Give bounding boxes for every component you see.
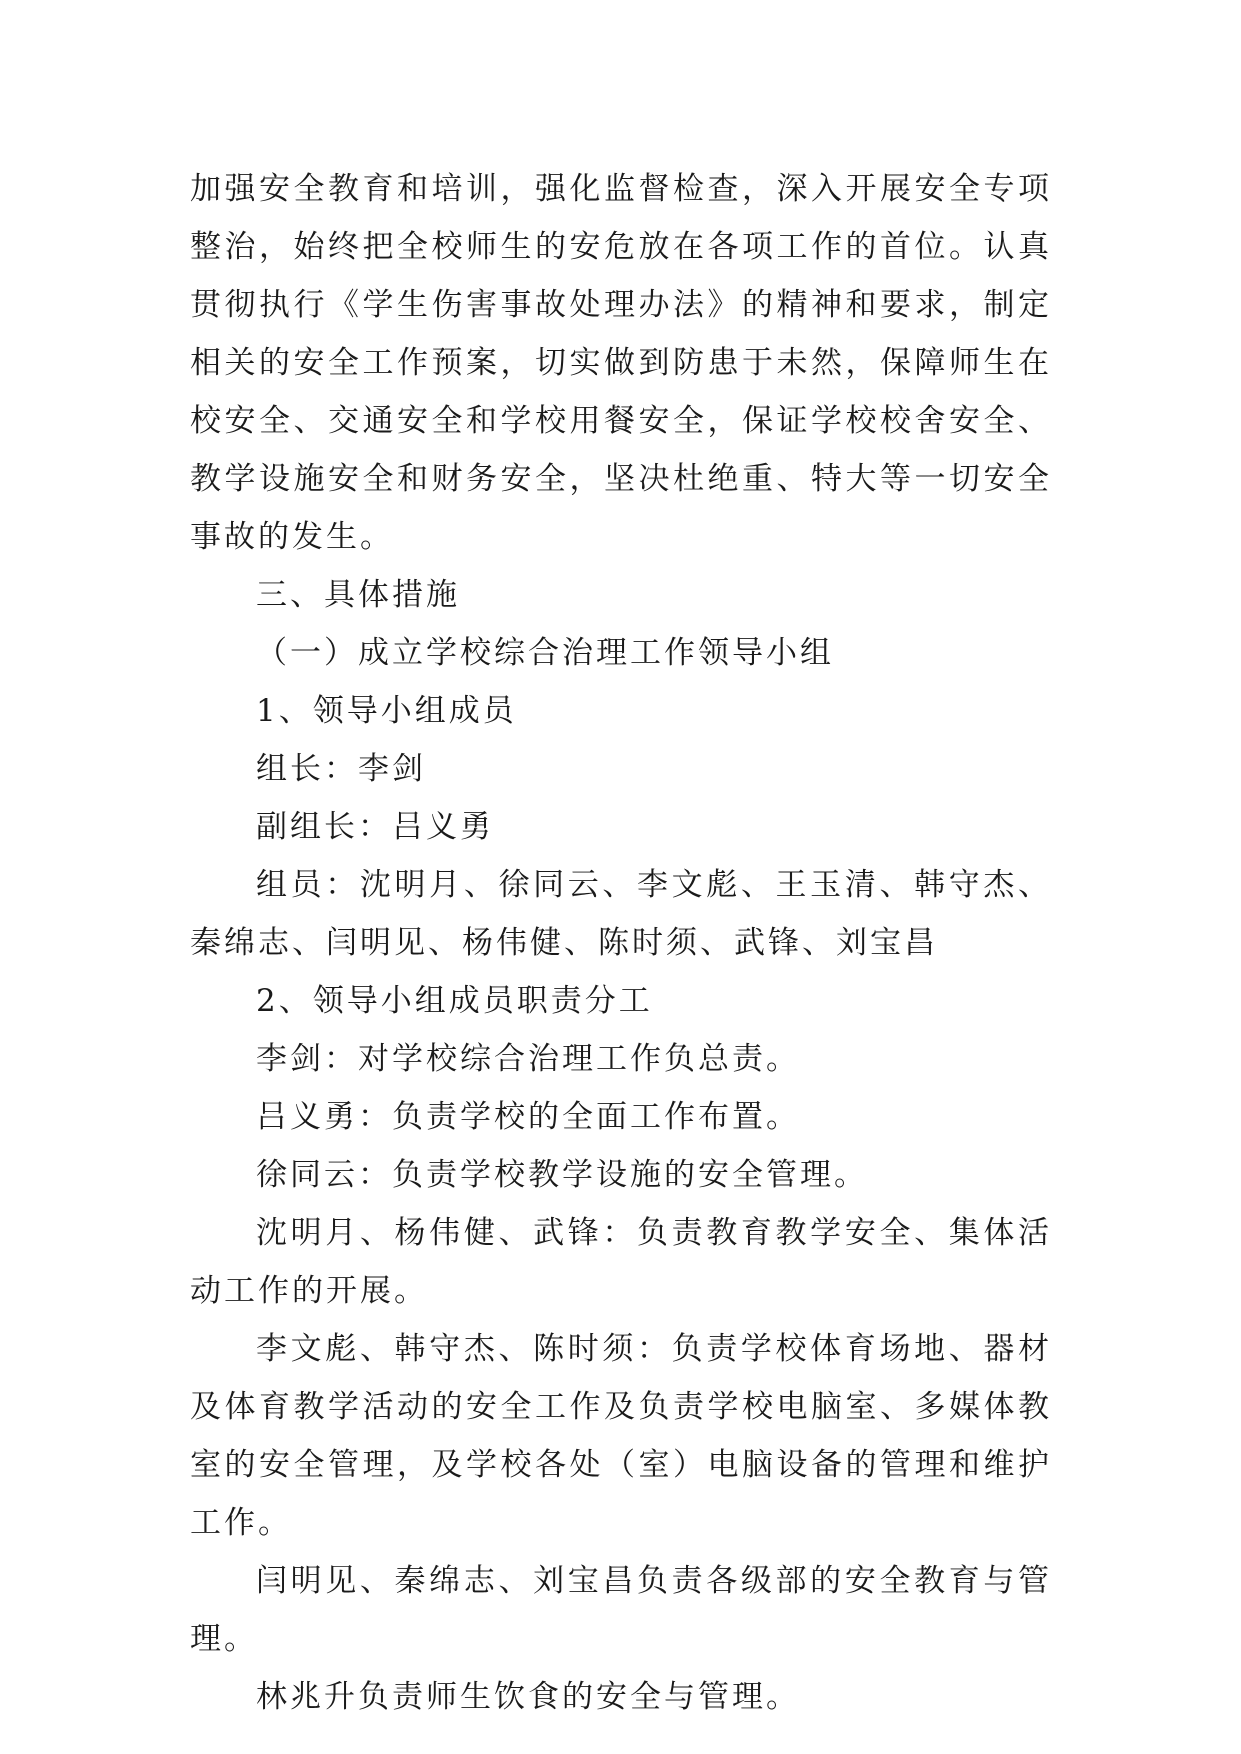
line-deputy-leader: 副组长：吕义勇 xyxy=(256,809,494,845)
duty-food-safety: 林兆升负责师生饮食的安全与管理。 xyxy=(256,1679,800,1715)
duty-li-jian: 李剑：对学校综合治理工作负总责。 xyxy=(256,1041,800,1077)
duty-lv-yiyong: 吕义勇：负责学校的全面工作布置。 xyxy=(256,1099,800,1135)
line-group-members: 组员：沈明月、徐同云、李文彪、王玉清、韩守杰、秦绵志、闫明见、杨伟健、陈时须、武锋、刘宝昌 xyxy=(190,867,1052,961)
duty-sports-and-computers: 李文彪、韩守杰、陈时须：负责学校体育场地、器材及体育教学活动的安全工作及负责学校电脑室、多媒体教室的安全管理，及学校各处（室）电脑设备的管理和维护工作。 xyxy=(190,1331,1052,1541)
section-heading-measures: 三、具体措施 xyxy=(256,577,460,613)
duty-education-safety: 沈明月、杨伟健、武锋：负责教育教学安全、集体活动工作的开展。 xyxy=(190,1215,1052,1309)
duty-grade-departments: 闫明见、秦绵志、刘宝昌负责各级部的安全教育与管理。 xyxy=(190,1563,1052,1657)
paragraph-safety-goals: 加强安全教育和培训，强化监督检查，深入开展安全专项整治，始终把全校师生的安危放在各项工作的首位。认真贯彻执行《学生伤害事故处理办法》的精神和要求，制定相关的安全工作预案，切实做到防患于未然，保障师生在校安全、交通安全和学校用餐安全，保证学校校舍安全、教学设施安全和财务安全，坚决杜绝重、特大等一切安全事故的发生。 xyxy=(190,171,1052,555)
subsection-heading-leading-group: （一）成立学校综合治理工作领导小组 xyxy=(256,635,834,671)
item-heading-group-members: 1、领导小组成员 xyxy=(256,693,517,729)
line-group-leader: 组长：李剑 xyxy=(256,751,426,787)
duty-xu-tongyun: 徐同云：负责学校教学设施的安全管理。 xyxy=(256,1157,868,1193)
document-page xyxy=(190,160,1052,1726)
item-heading-duties: 2、领导小组成员职责分工 xyxy=(256,983,653,1019)
